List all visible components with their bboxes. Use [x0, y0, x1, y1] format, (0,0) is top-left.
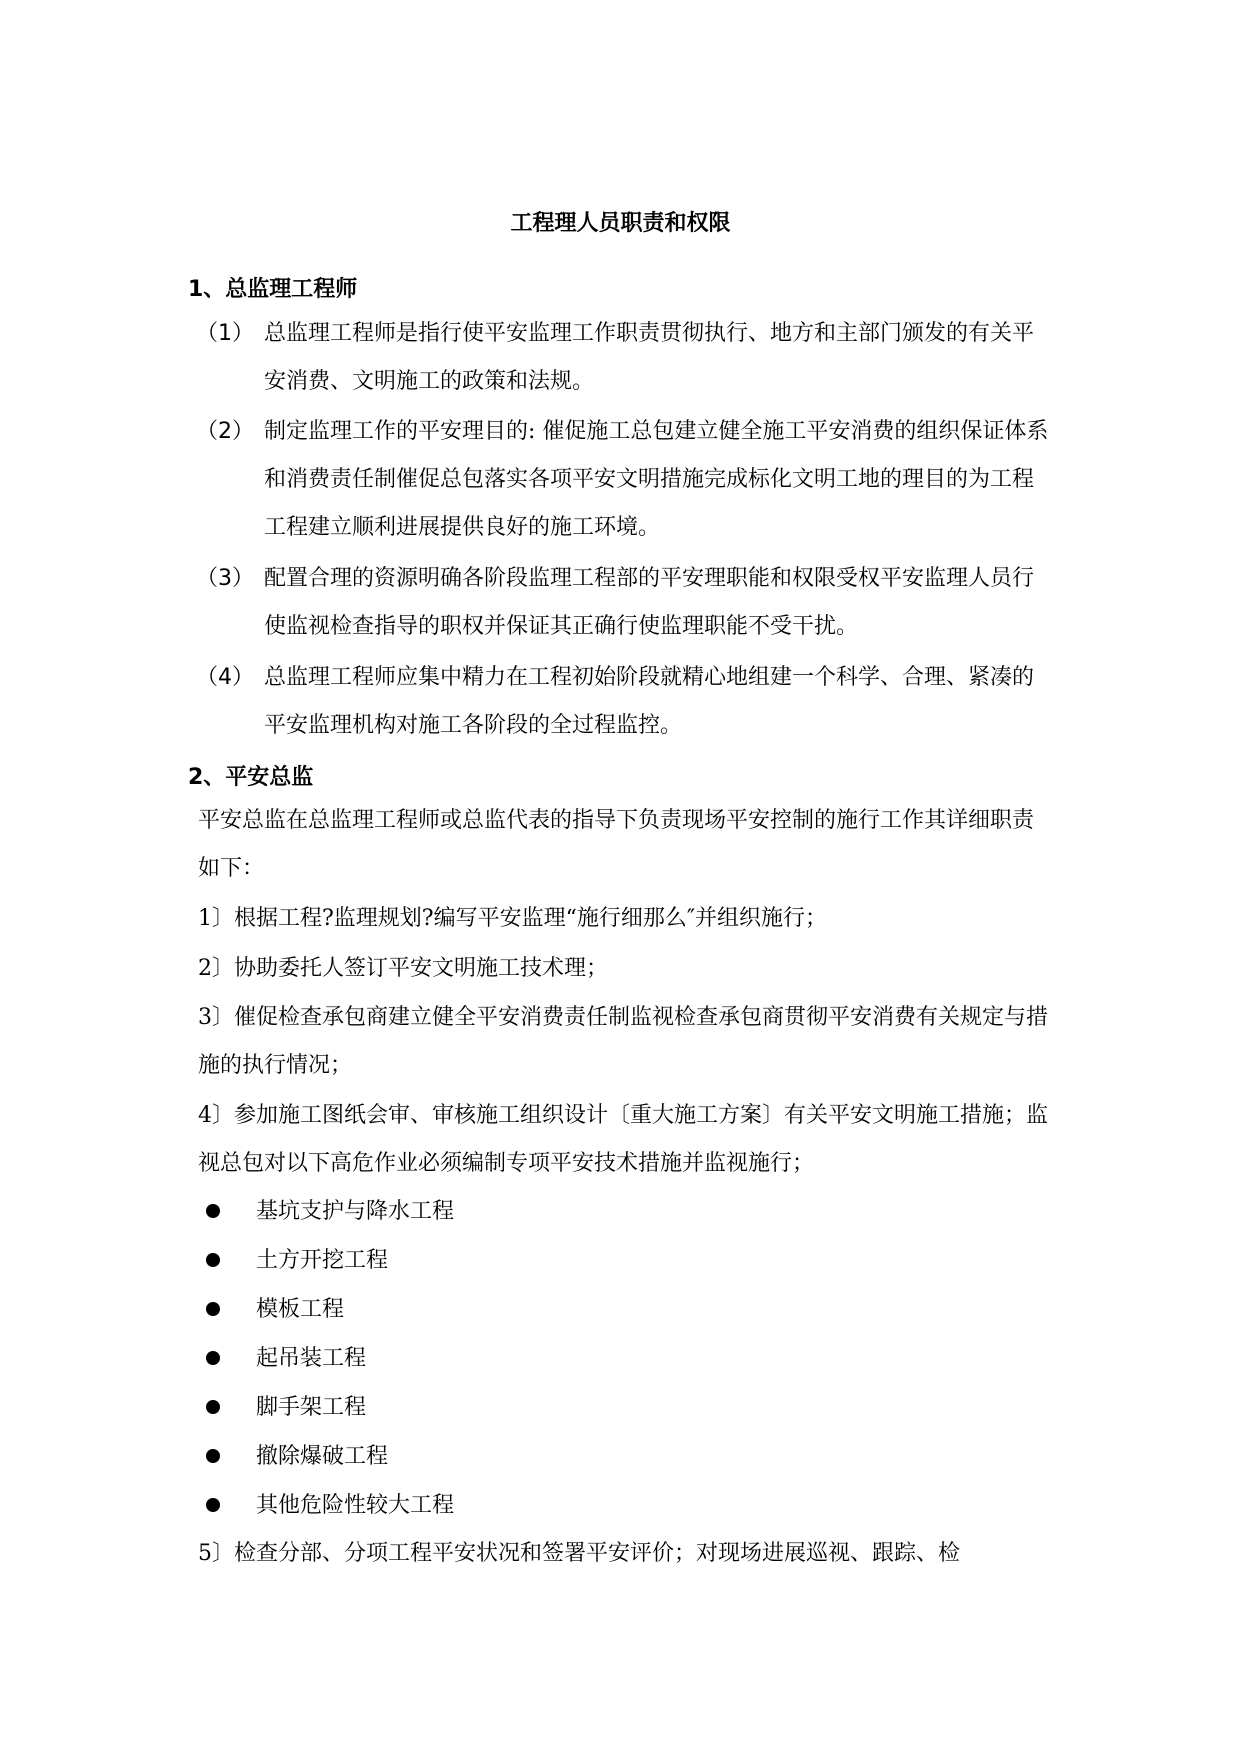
item-text: 总监理工程师是指行使平安监理工作职责贯彻执行、地方和主部门颁发的有关平安消费、文明施工的政策和法规。 [264, 321, 1035, 394]
bullet-dot-icon [206, 1204, 220, 1218]
document-title: 工程理人员职责和权限 [510, 211, 731, 236]
item-number: （2） [196, 419, 254, 444]
list-item: 其他危险性较大工程 [198, 1481, 998, 1530]
high-risk-work-list [198, 1187, 998, 1530]
list-item: 土方开挖工程 [198, 1236, 998, 1285]
bullet-dot-icon [206, 1449, 220, 1463]
bullet-dot-icon [206, 1351, 220, 1365]
bullet-dot-icon [206, 1253, 220, 1267]
duty-paragraph-3: 3〕催促检查承包商建立健全平安消费责任制监视检查承包商贯彻平安消费有关规定与措施的执行情况； [198, 1005, 1048, 1078]
duty-paragraph-4: 4〕参加施工图纸会审、审核施工组织设计〔重大施工方案〕有关平安文明施工措施；监视总包对以下高危作业必须编制专项平安技术措施并监视施行； [198, 1103, 1048, 1176]
list-item: 脚手架工程 [198, 1383, 998, 1432]
section-heading-chief-supervisor: 1、总监理工程师 [188, 277, 358, 302]
section-intro-paragraph: 平安总监在总监理工程师或总监代表的指导下负责现场平安控制的施行工作其详细职责如下： [198, 808, 1035, 881]
item-number: （1） [196, 321, 254, 346]
list-item: 撤除爆破工程 [198, 1432, 998, 1481]
item-number: （4） [196, 665, 254, 690]
list-item: 基坑支护与降水工程 [198, 1187, 998, 1236]
bullet-dot-icon [206, 1302, 220, 1316]
bullet-dot-icon [206, 1400, 220, 1414]
item-text: 制定监理工作的平安理目的: 催促施工总包建立健全施工平安消费的组织保证体系和消费责任制催促总包落实各项平安文明措施完成标化文明工地的理目的为工程工程建立顺利进展提供良好的施工环境。 [264, 419, 1049, 540]
item-text: 总监理工程师应集中精力在工程初始阶段就精心地组建一个科学、合理、紧凑的平安监理机构对施工各阶段的全过程监控。 [264, 665, 1035, 738]
item-number: （3） [196, 566, 254, 591]
list-item: 起吊装工程 [198, 1334, 998, 1383]
list-item: 模板工程 [198, 1285, 998, 1334]
section-heading-safety-director: 2、平安总监 [188, 765, 314, 790]
duty-paragraph-2: 2〕协助委托人签订平安文明施工技术理； [198, 956, 608, 981]
duty-paragraph-1: 1〕根据工程?监理规划?编写平安监理“施行细那么″并组织施行； [198, 906, 828, 931]
bullet-dot-icon [206, 1498, 220, 1512]
duty-paragraph-5: 5〕检查分部、分项工程平安状况和签署平安评价；对现场进展巡视、跟踪、检 [198, 1541, 960, 1566]
item-text: 配置合理的资源明确各阶段监理工程部的平安理职能和权限受权平安监理人员行使监视检查指导的职权并保证其正确行使监理职能不受干扰。 [264, 566, 1035, 639]
